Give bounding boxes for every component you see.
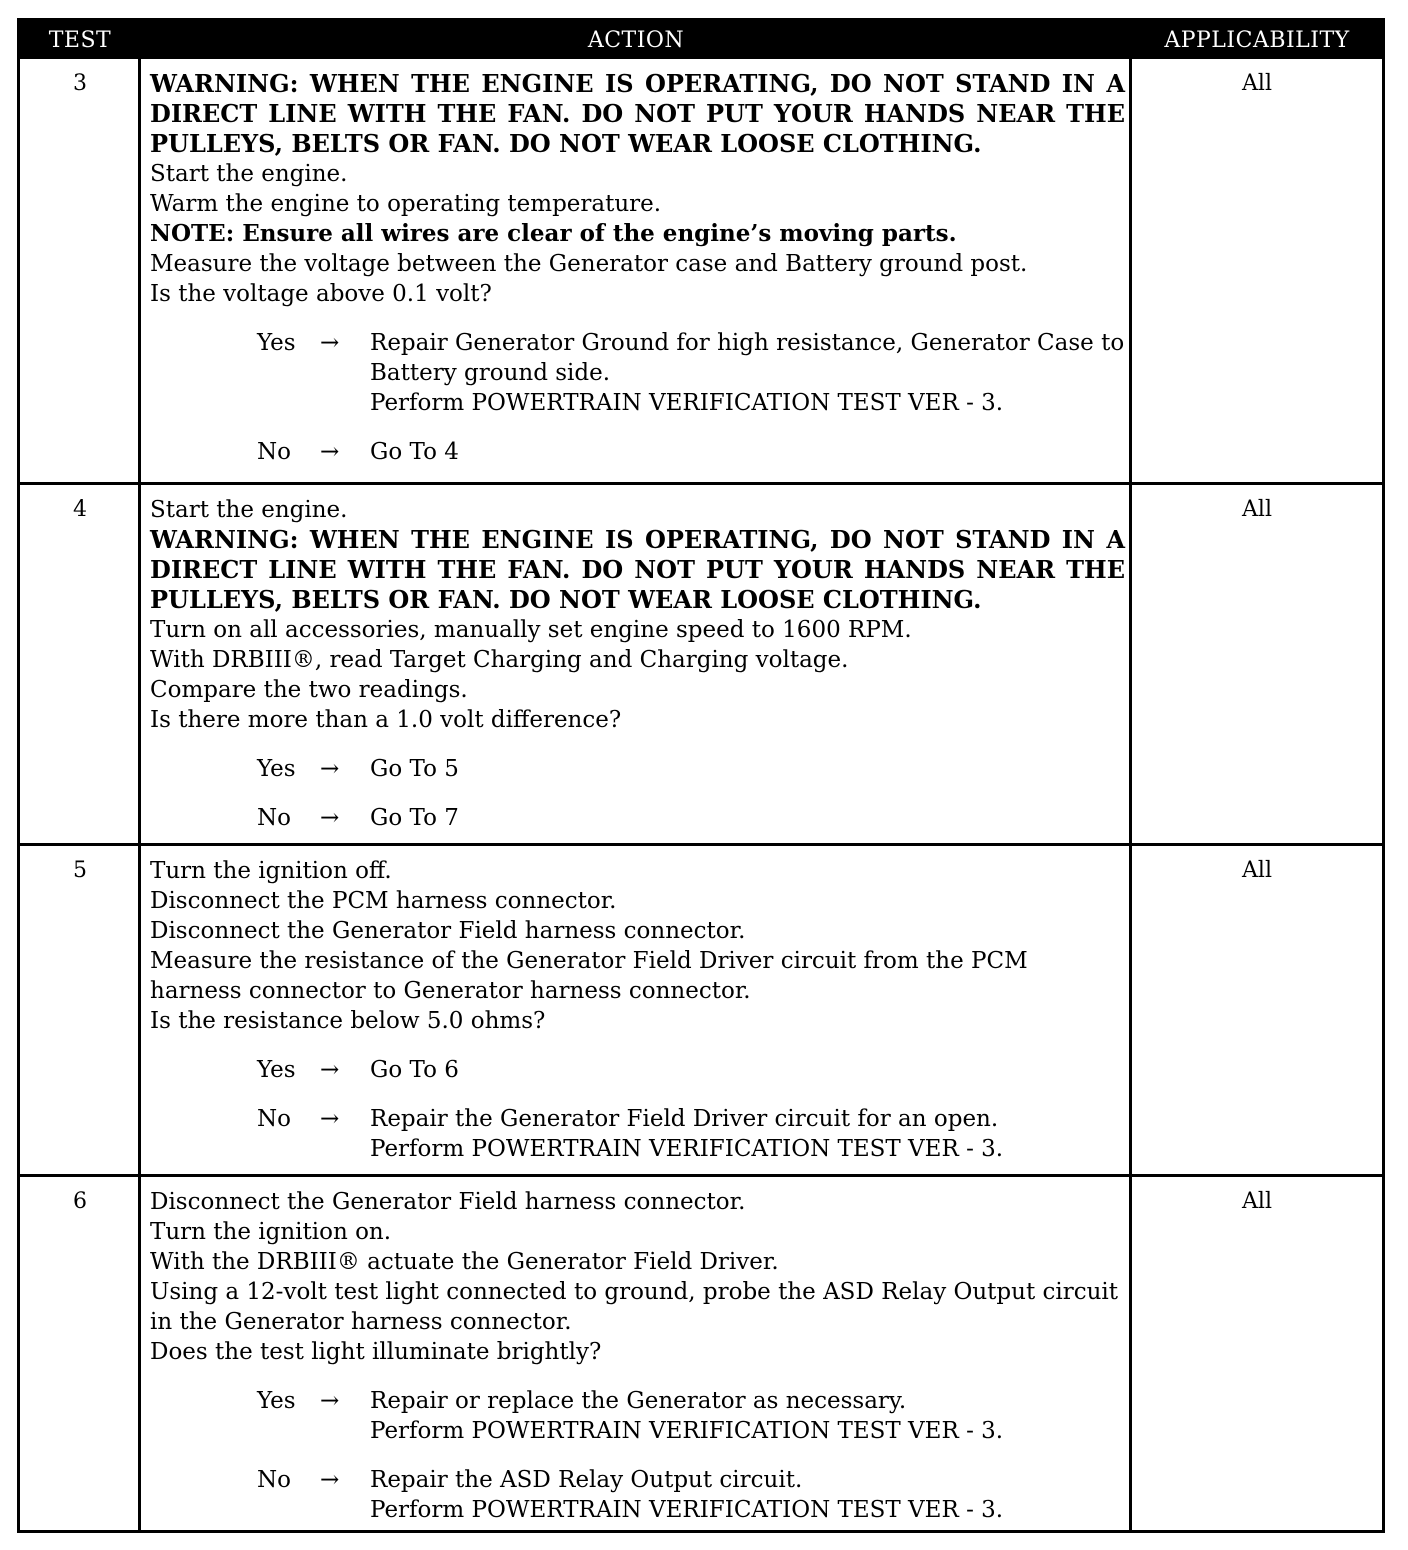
answer-text: Go To 7 (370, 805, 459, 831)
answer-label: No (257, 1106, 291, 1132)
question-text: Does the test light illuminate brightly? (150, 1339, 602, 1365)
step-text: Turn the ignition on. (150, 1219, 392, 1245)
answer-label: Yes (257, 756, 296, 782)
answer-text: Perform POWERTRAIN VERIFICATION TEST VER - 3. (370, 1418, 1004, 1444)
question-text: Is there more than a 1.0 volt difference? (150, 707, 622, 733)
right-arrow-icon: → (320, 756, 340, 782)
step-text: Disconnect the Generator Field harness connector. (150, 918, 746, 944)
warning-text: WARNING: WHEN THE ENGINE IS OPERATING, DO NOT STAND IN A DIRECT LINE WITH THE FAN. DO NOT PUT YOUR HANDS NEAR THE PULLEYS, BELTS OR FAN. DO NOT WEAR LOOSE CLOTHING. (150, 525, 1125, 614)
action-cell (150, 495, 1125, 833)
answer-yes (150, 1055, 1125, 1085)
answer-label: Yes (257, 330, 296, 356)
action-cell (150, 1187, 1125, 1525)
table-row-test-4 (20, 482, 1382, 846)
answer-label: Yes (257, 1057, 296, 1083)
question-text: Is the resistance below 5.0 ohms? (150, 1008, 546, 1034)
test-number: 4 (73, 497, 87, 522)
answer-label: No (257, 805, 291, 831)
step-text: Warm the engine to operating temperature. (150, 191, 662, 217)
step-text: Disconnect the PCM harness connector. (150, 888, 617, 914)
step-text: Using a 12-volt test light connected to ground, probe the ASD Relay Output circuit in the Generator harness connector. (150, 1279, 1119, 1335)
answer-no (150, 437, 1125, 467)
answer-no (150, 803, 1125, 833)
step-text: With DRBIII®, read Target Charging and Charging voltage. (150, 647, 849, 673)
right-arrow-icon: → (320, 330, 340, 356)
answer-text: Go To 6 (370, 1057, 459, 1083)
answer-text: Perform POWERTRAIN VERIFICATION TEST VER - 3. (370, 1497, 1004, 1523)
step-text: Turn the ignition off. (150, 858, 392, 884)
right-arrow-icon: → (320, 1106, 340, 1132)
action-cell (150, 856, 1125, 1164)
question-text: Is the voltage above 0.1 volt? (150, 281, 492, 307)
applicability-cell: All (1242, 497, 1272, 522)
step-text: Measure the voltage between the Generator case and Battery ground post. (150, 251, 1028, 277)
action-cell (150, 69, 1125, 467)
answer-label: Yes (257, 1388, 296, 1414)
answer-text: Perform POWERTRAIN VERIFICATION TEST VER - 3. (370, 1136, 1004, 1162)
right-arrow-icon: → (320, 805, 340, 831)
applicability-cell: All (1242, 1189, 1272, 1214)
answer-text: Repair the Generator Field Driver circuit for an open. (370, 1106, 999, 1132)
answer-no (150, 1104, 1125, 1164)
answer-text: Go To 5 (370, 756, 459, 782)
step-text: Compare the two readings. (150, 677, 468, 703)
answer-yes (150, 328, 1125, 418)
step-text: Measure the resistance of the Generator Field Driver circuit from the PCM harness connector to Generator harness connector. (150, 948, 1028, 1004)
answer-text: Go To 4 (370, 439, 459, 465)
answer-text: Repair or replace the Generator as necessary. (370, 1388, 907, 1414)
answer-yes (150, 754, 1125, 784)
right-arrow-icon: → (320, 1467, 340, 1493)
answer-text: Repair Generator Ground for high resistance, Generator Case to Battery ground side. (370, 330, 1125, 386)
answer-text: Repair the ASD Relay Output circuit. (370, 1467, 803, 1493)
step-text: Start the engine. (150, 161, 348, 187)
answer-yes (150, 1386, 1125, 1446)
table-row-test-6 (20, 1174, 1382, 1533)
right-arrow-icon: → (320, 1057, 340, 1083)
test-number: 5 (73, 858, 87, 883)
table-header (20, 21, 1382, 59)
test-number: 3 (73, 71, 87, 96)
step-text: With the DRBIII® actuate the Generator Field Driver. (150, 1249, 779, 1275)
table-row-test-5 (20, 843, 1382, 1177)
right-arrow-icon: → (320, 439, 340, 465)
answer-text: Perform POWERTRAIN VERIFICATION TEST VER - 3. (370, 390, 1004, 416)
answer-label: No (257, 1467, 291, 1493)
step-text: Disconnect the Generator Field harness connector. (150, 1189, 746, 1215)
step-text: Start the engine. (150, 497, 348, 523)
header-test: TEST (48, 28, 112, 53)
header-action: ACTION (587, 28, 685, 53)
applicability-cell: All (1242, 71, 1272, 96)
test-number: 6 (73, 1189, 87, 1214)
answer-label: No (257, 439, 291, 465)
table-row-test-3 (20, 59, 1382, 482)
warning-text: WARNING: WHEN THE ENGINE IS OPERATING, DO NOT STAND IN A DIRECT LINE WITH THE FAN. DO NOT PUT YOUR HANDS NEAR THE PULLEYS, BELTS OR FAN. DO NOT WEAR LOOSE CLOTHING. (150, 69, 1125, 158)
header-applicability: APPLICABILITY (1164, 28, 1350, 53)
answer-no (150, 1465, 1125, 1525)
note-text: NOTE: Ensure all wires are clear of the engine’s moving parts. (150, 220, 957, 247)
right-arrow-icon: → (320, 1388, 340, 1414)
diagnostic-table (17, 18, 1385, 1533)
step-text: Turn on all accessories, manually set engine speed to 1600 RPM. (150, 617, 912, 643)
applicability-cell: All (1242, 858, 1272, 883)
